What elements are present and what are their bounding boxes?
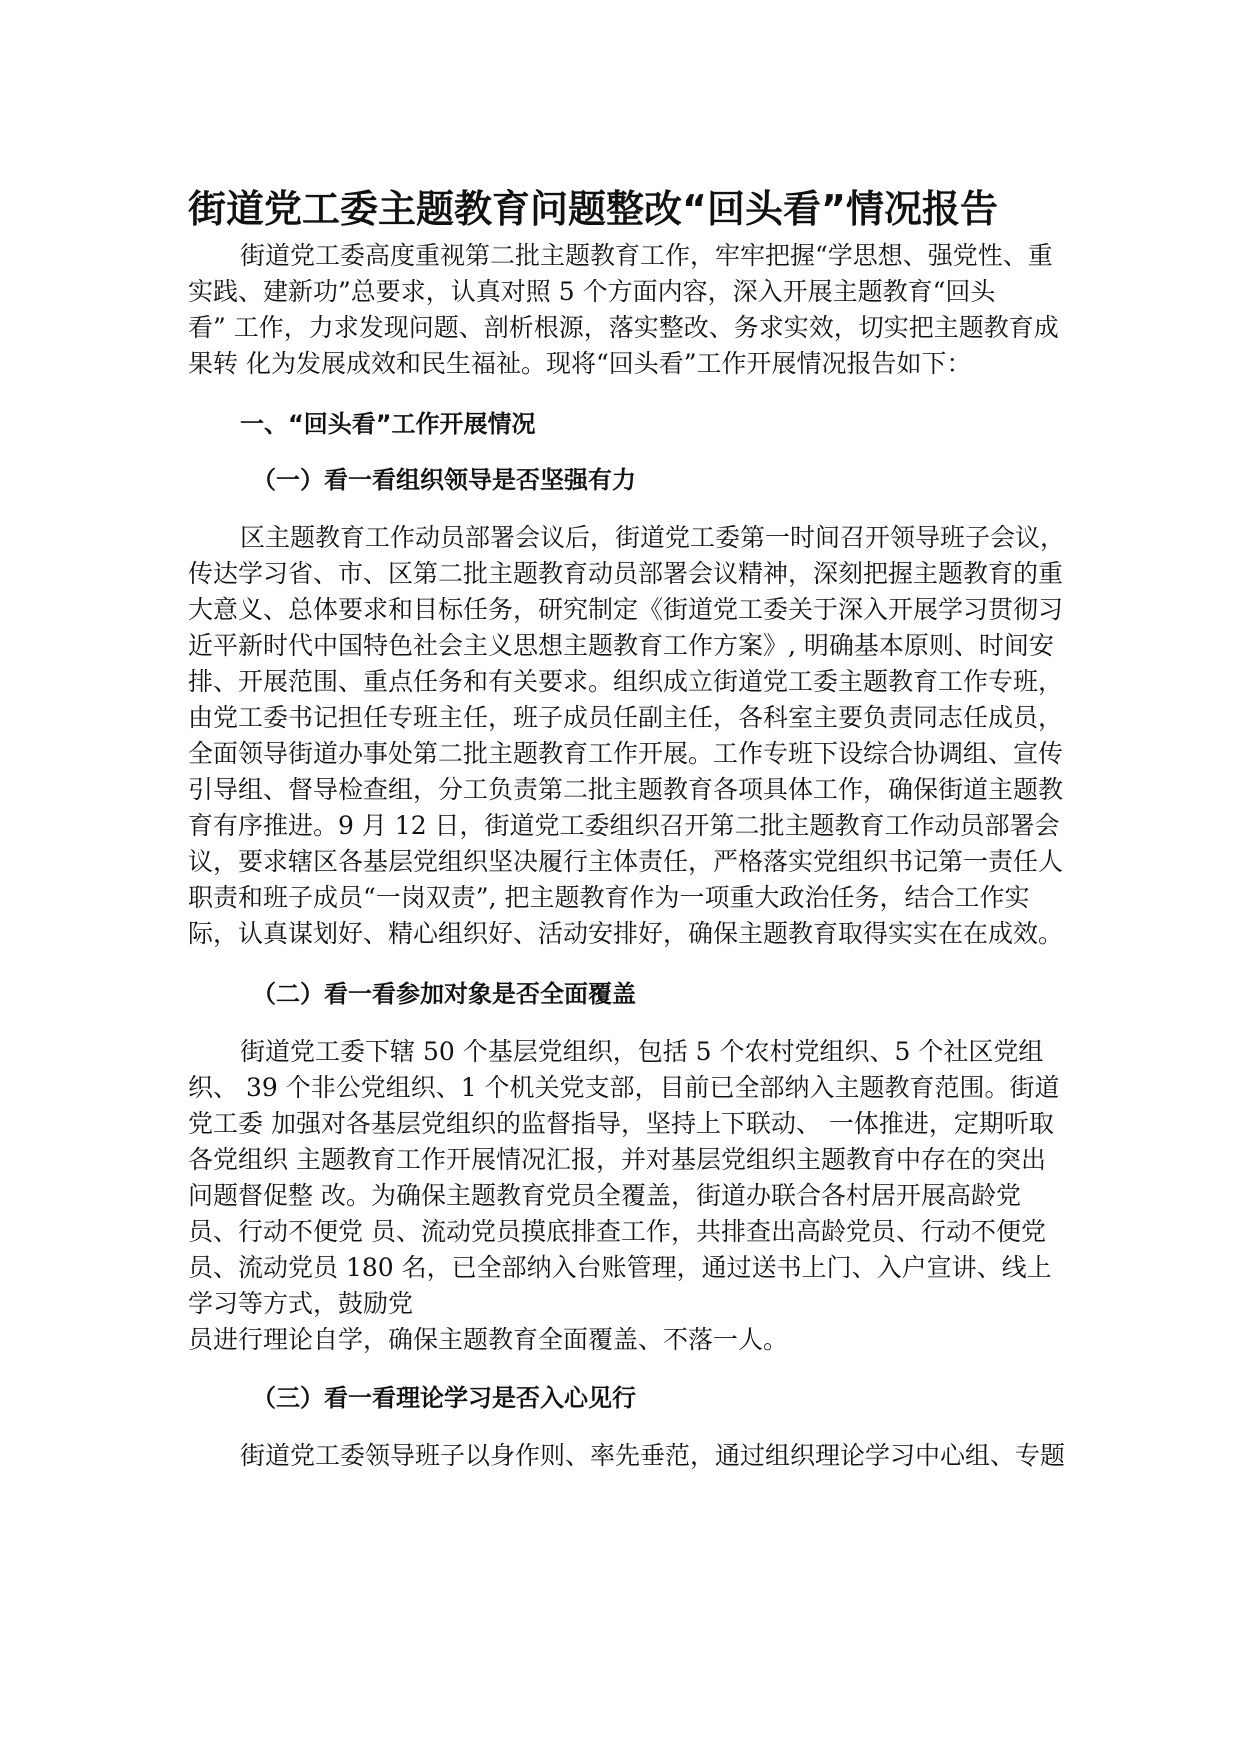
paragraph-line: 大意义、总体要求和目标任务，研究制定《街道党工委关于深入开展学习贯彻习 — [188, 595, 1064, 624]
page-title: 街道党工委主题教育问题整改“回头看”情况报告 — [188, 187, 998, 231]
paragraph-line: 党工委 加强对各基层党组织的监督指导，坚持上下联动、 一体推进，定期听取 — [188, 1109, 1054, 1138]
paragraph-line: 区主题教育工作动员部署会议后，街道党工委第一时间召开领导班子会议， — [240, 523, 1066, 552]
paragraph-line: 街道党工委领导班子以身作则、率先垂范，通过组织理论学习中心组、专题 — [240, 1441, 1066, 1470]
paragraph-line: 排、开展范围、重点任务和有关要求。组织成立街道党工委主题教育工作专班， — [188, 667, 1064, 696]
paragraph-line: 全面领导街道办事处第二批主题教育工作开展。工作专班下设综合协调组、宣传 — [188, 739, 1064, 768]
paragraph-line: 育有序推进。9 月 12 日，街道党工委组织召开第二批主题教育工作动员部署会 — [188, 811, 1060, 840]
intro-line: 看” 工作，力求发现问题、剖析根源，落实整改、务求实效，切实把主题教育成 — [188, 313, 1059, 342]
paragraph-line: 际，认真谋划好、精心组织好、活动安排好，确保主题教育取得实实在在成效。 — [188, 919, 1064, 948]
paragraph-line: 织、 39 个非公党组织、1 个机关党支部，目前已全部纳入主题教育范围。街道 — [188, 1073, 1060, 1102]
section-heading: 一、“回头看”工作开展情况 — [240, 410, 536, 438]
intro-line: 实践、建新功”总要求，认真对照 5 个方面内容，深入开展主题教育“回头 — [188, 277, 996, 306]
paragraph-line: 引导组、督导检查组，分工负责第二批主题教育各项具体工作，确保街道主题教 — [188, 775, 1064, 804]
paragraph-line: 街道党工委下辖 50 个基层党组织，包括 5 个农村党组织、5 个社区党组 — [240, 1037, 1044, 1066]
paragraph-line: 员进行理论自学，确保主题教育全面覆盖、不落一人。 — [188, 1325, 789, 1354]
subsection-heading: （一）看一看组织领导是否坚强有力 — [252, 466, 636, 494]
paragraph-line: 问题督促整 改。为确保主题教育党员全覆盖，街道办联合各村居开展高龄党 — [188, 1181, 1021, 1210]
paragraph-line: 由党工委书记担任专班主任，班子成员任副主任，各科室主要负责同志任成员， — [188, 703, 1064, 732]
intro-line: 果转 化为发展成效和民生福祉。现将“回头看”工作开展情况报告如下： — [188, 349, 972, 378]
subsection-heading: （三）看一看理论学习是否入心见行 — [252, 1384, 636, 1412]
paragraph-line: 职责和班子成员“一岗双责”, 把主题教育作为一项重大政治任务，结合工作实 — [188, 883, 1030, 912]
paragraph-line: 员、流动党员 180 名，已全部纳入台账管理，通过送书上门、入户宣讲、线上 — [188, 1253, 1052, 1282]
paragraph-line: 员、行动不便党 员、流动党员摸底排查工作，共排查出高龄党员、行动不便党 — [188, 1217, 1046, 1246]
paragraph-line: 近平新时代中国特色社会主义思想主题教育工作方案》, 明确基本原则、时间安 — [188, 631, 1054, 660]
intro-line: 街道党工委高度重视第二批主题教育工作，牢牢把握“学思想、强党性、重 — [240, 241, 1053, 270]
paragraph-line: 学习等方式，鼓励党 — [188, 1289, 414, 1318]
paragraph-line: 传达学习省、市、区第二批主题教育动员部署会议精神，深刻把握主题教育的重 — [188, 559, 1064, 588]
subsection-heading: （二）看一看参加对象是否全面覆盖 — [252, 980, 636, 1008]
paragraph-line: 各党组织 主题教育工作开展情况汇报，并对基层党组织主题教育中存在的突出 — [188, 1145, 1046, 1174]
paragraph-line: 议，要求辖区各基层党组织坚决履行主体责任，严格落实党组织书记第一责任人 — [188, 847, 1064, 876]
